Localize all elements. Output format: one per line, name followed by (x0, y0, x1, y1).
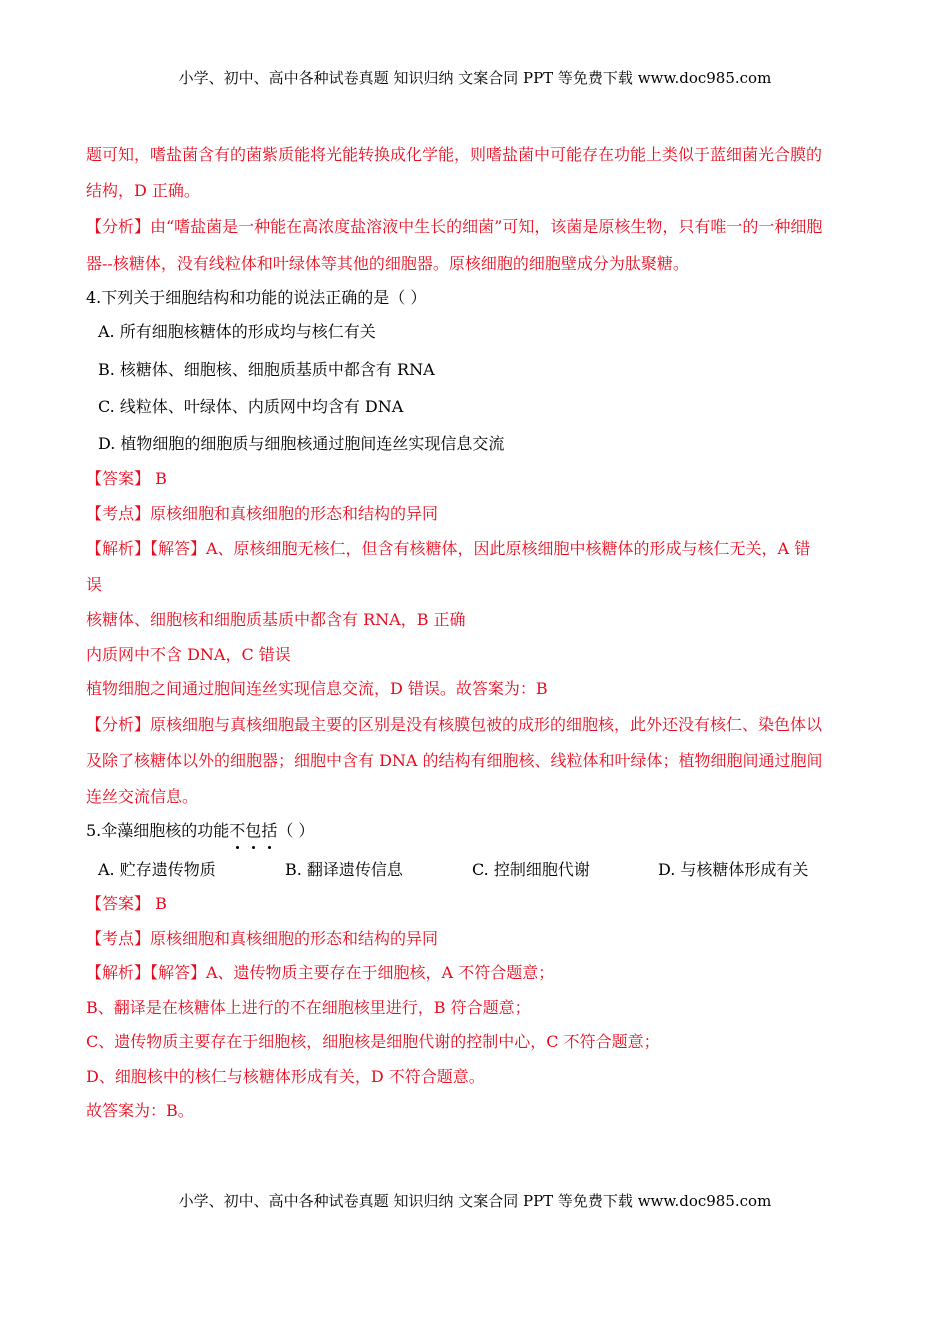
question-4-analysis-line: 【分析】原核细胞与真核细胞最主要的区别是没有核膜包被的成形的细胞核，此外还没有核仁、染色体以 (86, 715, 823, 734)
emphasis-char: 包 (245, 821, 262, 840)
question-4-analysis-line: 连丝交流信息。 (86, 787, 199, 806)
question-4-explanation-line: 植物细胞之间通过胞间连丝实现信息交流，D 错误。故答案为：B (86, 679, 548, 698)
question-4-explanation-line: 核糖体、细胞核和细胞质基质中都含有 RNA，B 正确 (86, 610, 466, 629)
question-5-explanation-line: C、遗传物质主要存在于细胞核，细胞核是细胞代谢的控制中心，C 不符合题意； (86, 1032, 660, 1051)
question-5-answer: 【答案】 B (86, 894, 167, 913)
question-5-stem-text: 5.伞藻细胞核的功能 (86, 821, 230, 840)
question-5-explanation-line: 【解析】【解答】A、遗传物质主要存在于细胞核，A 不符合题意； (86, 963, 555, 982)
question-5-explanation-line: 故答案为：B。 (86, 1101, 194, 1120)
question-4-explanation-line: 【解析】【解答】A、原核细胞无核仁，但含有核糖体，因此原核细胞中核糖体的形成与核仁无关，A 错 (86, 539, 811, 558)
prev-analysis-line: 【分析】由“嗜盐菌是一种能在高浓度盐溶液中生长的细菌”可知，该菌是原核生物，只有唯一的一种细胞 (86, 217, 823, 236)
emphasis-char: 不 (229, 821, 246, 840)
question-5-option-a: A. 贮存遗传物质 (98, 860, 216, 879)
question-4-stem: 4.下列关于细胞结构和功能的说法正确的是（ ） (86, 288, 427, 307)
question-5-stem (86, 820, 866, 842)
question-4-explanation-line: 内质网中不含 DNA，C 错误 (86, 645, 291, 664)
question-4-analysis-line: 及除了核糖体以外的细胞器；细胞中含有 DNA 的结构有细胞核、线粒体和叶绿体；植物细胞间通过胞间 (86, 751, 823, 770)
prev-explanation-line: 结构，D 正确。 (86, 181, 200, 200)
question-5-option-c: C. 控制细胞代谢 (472, 860, 590, 879)
question-4-option-d: D. 植物细胞的细胞质与细胞核通过胞间连丝实现信息交流 (98, 434, 505, 453)
question-5-options (98, 859, 858, 881)
prev-explanation-line: 题可知，嗜盐菌含有的菌紫质能将光能转换成化学能，则嗜盐菌中可能存在功能上类似于蓝细菌光合膜的 (86, 145, 823, 164)
question-5-knowledge-point: 【考点】原核细胞和真核细胞的形态和结构的异同 (86, 929, 439, 948)
question-5-stem-paren: （ ） (277, 821, 315, 840)
question-4-option-b: B. 核糖体、细胞核、细胞质基质中都含有 RNA (98, 360, 435, 379)
question-5-option-b: B. 翻译遗传信息 (285, 860, 403, 879)
question-5-option-d: D. 与核糖体形成有关 (658, 860, 809, 879)
prev-analysis-line: 器--核糖体，没有线粒体和叶绿体等其他的细胞器。原核细胞的细胞壁成分为肽聚糖。 (86, 254, 689, 273)
question-5-explanation-line: B、翻译是在核糖体上进行的不在细胞核里进行，B 符合题意； (86, 998, 531, 1017)
question-4-option-c: C. 线粒体、叶绿体、内质网中均含有 DNA (98, 397, 404, 416)
page-header: 小学、初中、高中各种试卷真题 知识归纳 文案合同 PPT 等免费下载 www.doc985.com (178, 69, 772, 87)
question-5-explanation-line: D、细胞核中的核仁与核糖体形成有关，D 不符合题意。 (86, 1067, 485, 1086)
page-footer: 小学、初中、高中各种试卷真题 知识归纳 文案合同 PPT 等免费下载 www.doc985.com (178, 1192, 772, 1210)
question-4-option-a: A. 所有细胞核糖体的形成均与核仁有关 (98, 322, 376, 341)
question-4-answer: 【答案】 B (86, 469, 167, 488)
question-4-knowledge-point: 【考点】原核细胞和真核细胞的形态和结构的异同 (86, 504, 439, 523)
question-4-explanation-line: 误 (86, 575, 103, 594)
emphasis-char: 括 (261, 821, 278, 840)
